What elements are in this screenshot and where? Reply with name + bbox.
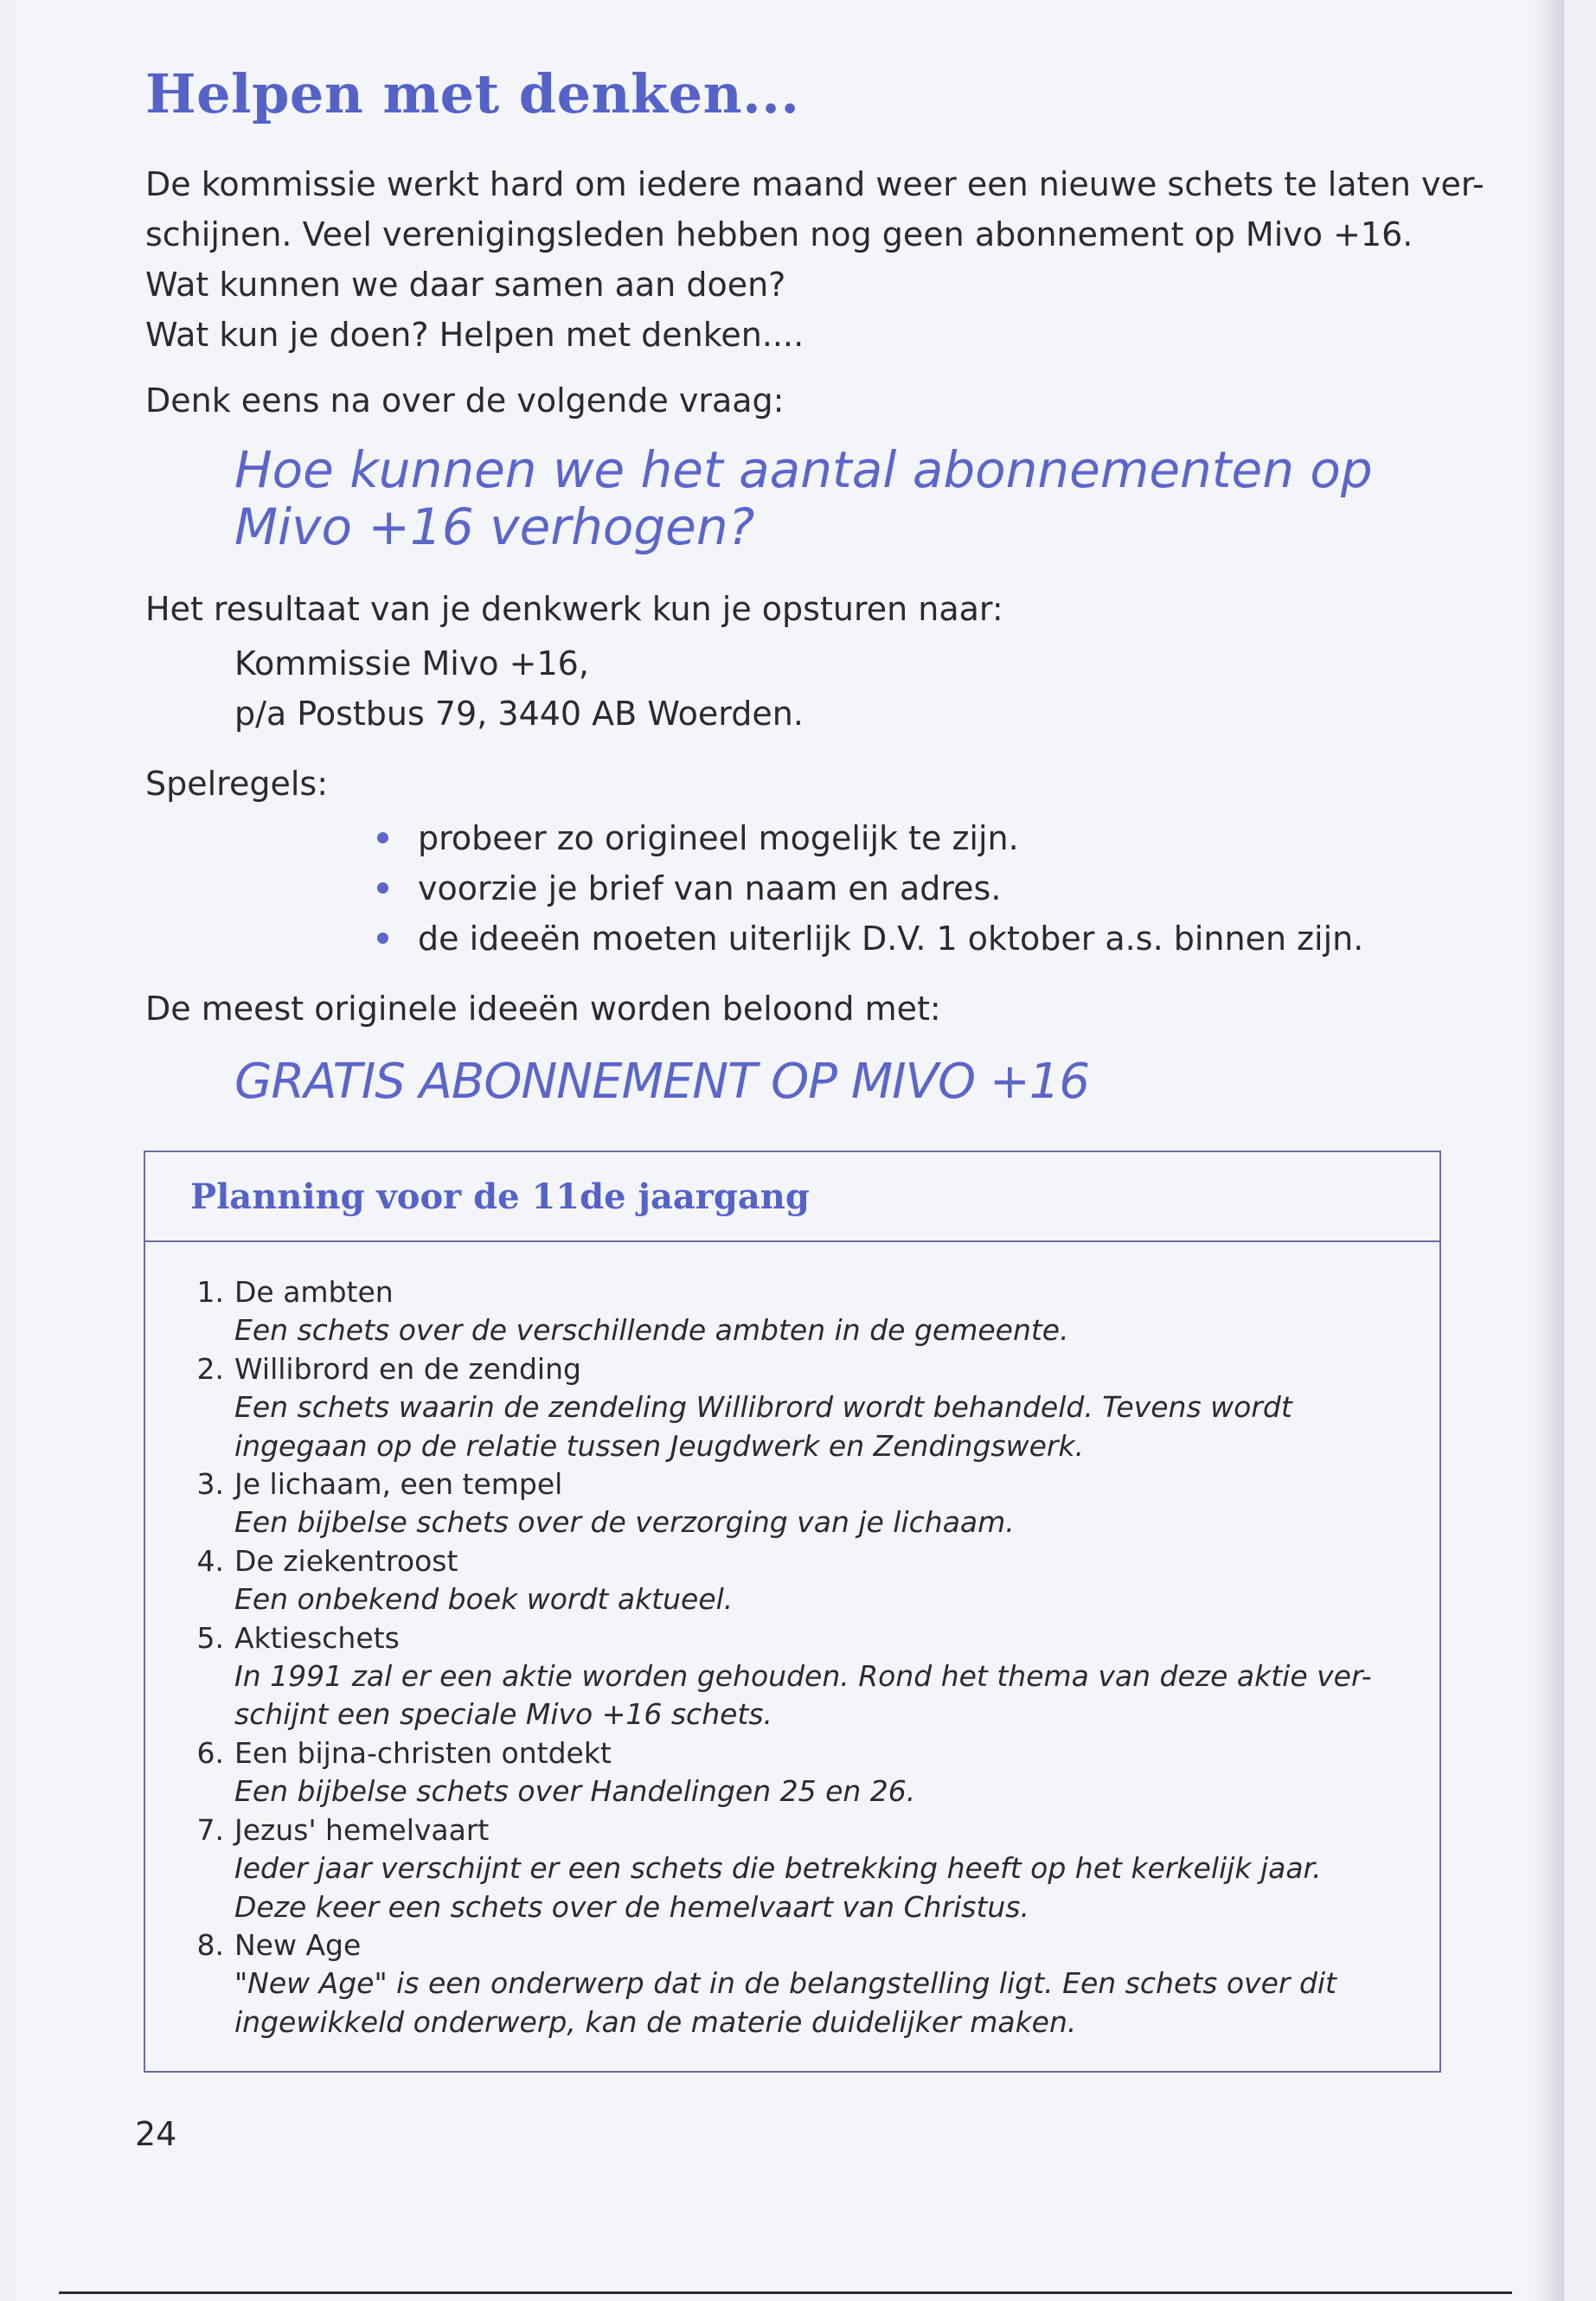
item-number: 8.: [196, 1927, 224, 1962]
item-title: Jezus' hemelvaart: [234, 1812, 490, 1847]
item-description: Een bijbelse schets over Handelingen 25 en 26.: [234, 1774, 916, 1809]
item-number: 5.: [196, 1620, 224, 1655]
item-title: Aktieschets: [234, 1620, 400, 1655]
rules-label: Spelregels:: [145, 765, 329, 803]
item-title: Willibrord en de zending: [234, 1351, 581, 1386]
item-description: ingegaan op de relatie tussen Jeugdwerk en Zendingswerk.: [234, 1428, 1085, 1463]
address-line: Kommissie Mivo +16,: [234, 644, 589, 683]
planning-title: Planning voor de 11de jaargang: [190, 1176, 810, 1217]
address-line: p/a Postbus 79, 3440 AB Woerden.: [234, 695, 804, 733]
bottom-rule: [59, 2291, 1512, 2294]
reward-text: GRATIS ABONNEMENT OP MIVO +16: [234, 1054, 1090, 1110]
bullet-icon: [377, 933, 388, 944]
reward-intro: De meest originele ideeën worden beloond met:: [145, 990, 941, 1028]
intro-line: schijnen. Veel verenigingsleden hebben nog geen abonnement op Mivo +16.: [145, 215, 1413, 253]
planning-item: [145, 1811, 1372, 1926]
intro-line: Wat kunnen we daar samen aan doen?: [145, 266, 786, 304]
item-description: Deze keer een schets over de hemelvaart van Christus.: [234, 1889, 1029, 1924]
postal-address: [234, 638, 804, 739]
item-description: In 1991 zal er een aktie worden gehouden. Rond het thema van deze aktie ver-: [234, 1659, 1372, 1694]
item-description: Een schets over de verschillende ambten in de gemeente.: [234, 1313, 1069, 1348]
bullet-icon: [377, 832, 388, 843]
item-title: Een bijna-christen ontdekt: [234, 1735, 612, 1770]
item-title: De ziekentroost: [234, 1543, 458, 1578]
rule-text: de ideeën moeten uiterlijk D.V. 1 oktober a.s. binnen zijn.: [418, 920, 1364, 958]
question-line: Hoe kunnen we het aantal abonnementen op: [234, 440, 1373, 499]
item-number: 1.: [196, 1275, 224, 1309]
planning-item: [145, 1273, 1372, 1350]
item-title: New Age: [234, 1927, 362, 1962]
item-number: 3.: [196, 1467, 224, 1502]
item-number: 6.: [196, 1735, 224, 1770]
page-edge-shadow: [1533, 0, 1564, 2301]
item-description: Een bijbelse schets over de verzorging van je lichaam.: [234, 1505, 1015, 1540]
item-number: 7.: [196, 1812, 224, 1847]
item-description: Een schets waarin de zendeling Willibrord wordt behandeld. Tevens wordt: [234, 1390, 1292, 1425]
planning-item: [145, 1350, 1372, 1465]
page-number: 24: [135, 2115, 177, 2153]
intro-line: Wat kun je doen? Helpen met denken....: [145, 316, 804, 354]
planning-item: [145, 1542, 1372, 1619]
question-prompt: Denk eens na over de volgende vraag:: [145, 381, 785, 420]
item-description: Ieder jaar verschijnt er een schets die betrekking heeft op het kerkelijk jaar.: [234, 1851, 1322, 1886]
item-title: De ambten: [234, 1275, 394, 1309]
rule-item: [370, 863, 1363, 913]
item-number: 4.: [196, 1543, 224, 1578]
page: [16, 0, 1564, 2301]
page-heading: Helpen met denken...: [145, 62, 800, 125]
question-line: Mivo +16 verhogen?: [234, 497, 755, 556]
question-quote: [234, 441, 1373, 555]
rule-text: probeer zo origineel mogelijk te zijn.: [418, 819, 1019, 857]
planning-box: [144, 1150, 1441, 2073]
planning-header: [145, 1152, 1439, 1242]
item-title: Je lichaam, een tempel: [234, 1467, 563, 1502]
intro-paragraph: [145, 159, 1484, 360]
rule-text: voorzie je brief van naam en adres.: [418, 869, 1002, 907]
planning-item: [145, 1619, 1372, 1734]
planning-list: [145, 1273, 1372, 2041]
planning-item: [145, 1734, 1372, 1811]
intro-line: De kommissie werkt hard om iedere maand weer een nieuwe schets te laten ver-: [145, 165, 1484, 203]
rule-item: [370, 813, 1363, 863]
item-description: schijnt een speciale Mivo +16 schets.: [234, 1697, 773, 1732]
item-description: "New Age" is een onderwerp dat in de belangstelling ligt. Een schets over dit: [234, 1966, 1336, 2001]
result-intro: Het resultaat van je denkwerk kun je opsturen naar:: [145, 590, 1003, 628]
item-description: Een onbekend boek wordt aktueel.: [234, 1582, 734, 1617]
rule-item: [370, 913, 1363, 964]
bullet-icon: [377, 882, 388, 894]
planning-item: [145, 1926, 1372, 2041]
item-number: 2.: [196, 1351, 224, 1386]
item-description: ingewikkeld onderwerp, kan de materie duidelijker maken.: [234, 2004, 1077, 2039]
rules-list: [370, 813, 1363, 964]
planning-item: [145, 1465, 1372, 1542]
